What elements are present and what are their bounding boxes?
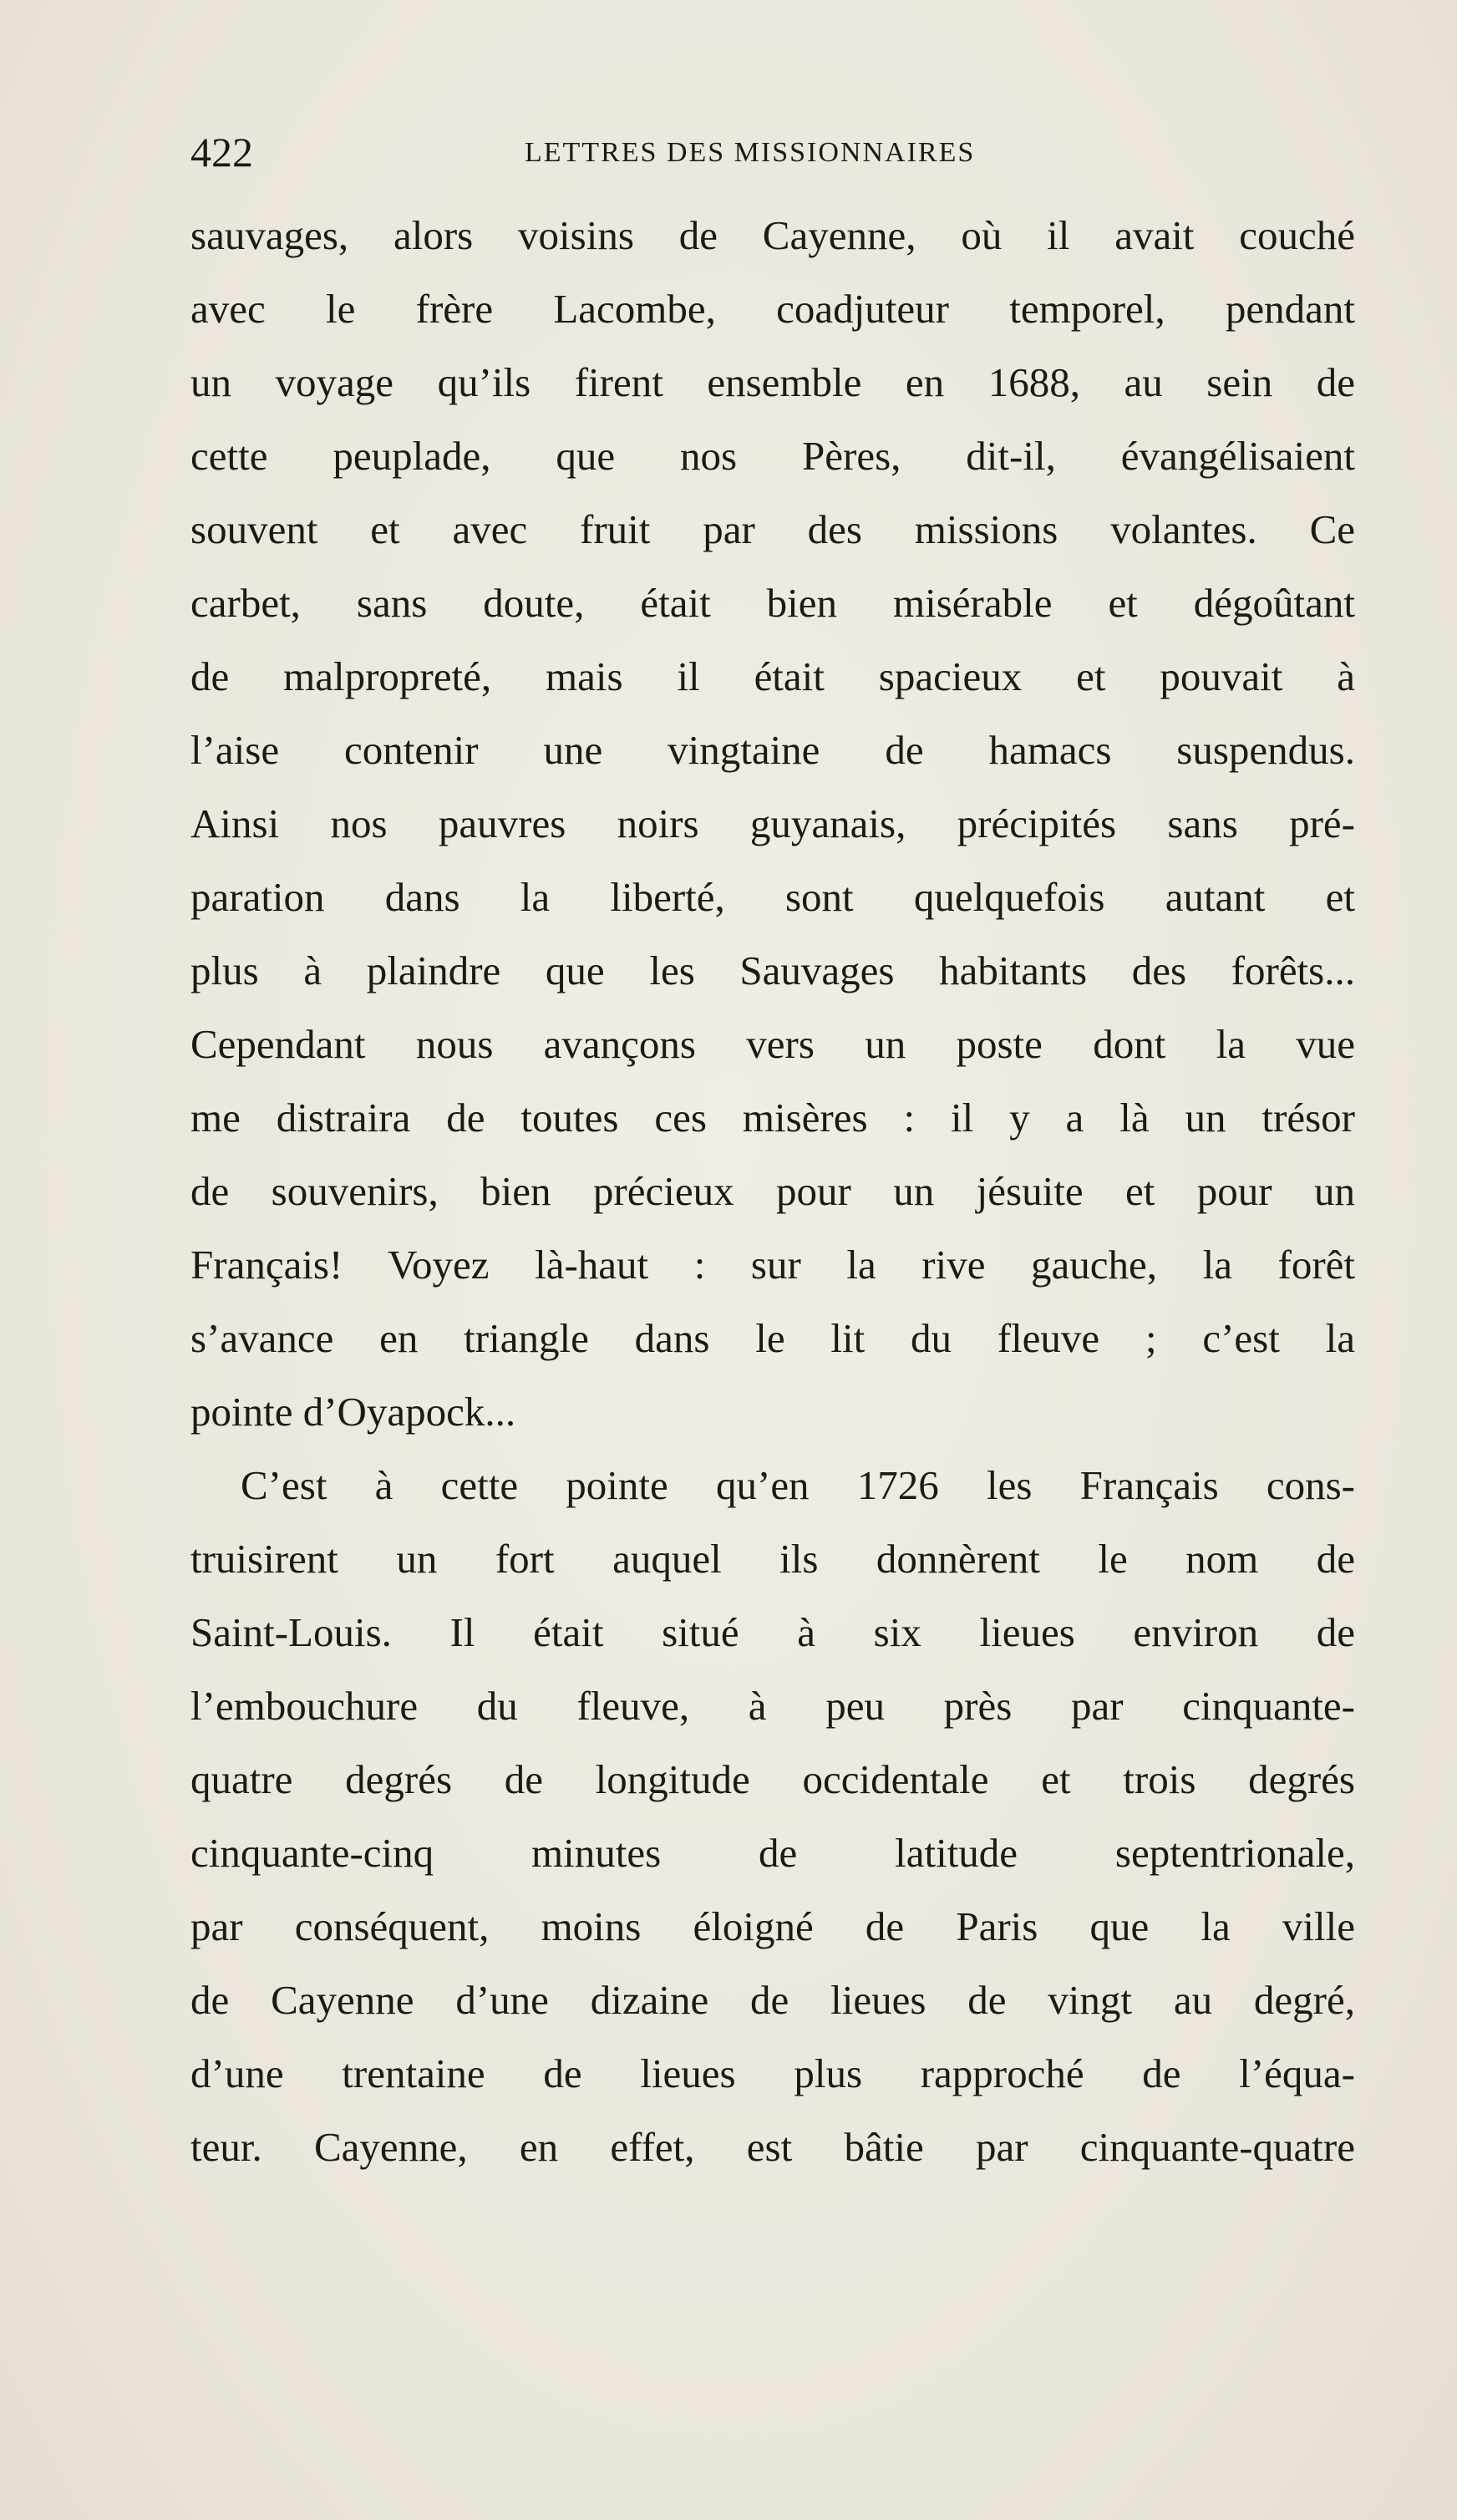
text-line: pointe d’Oyapock... (190, 1389, 516, 1435)
text-line: truisirent un fort auquel ils donnèrent le nom de (190, 1536, 1355, 1582)
text-line: par conséquent, moins éloigné de Paris que la ville (190, 1903, 1355, 1949)
body-text (190, 199, 1355, 2184)
text-line: teur. Cayenne, en effet, est bâtie par cinquante-quatre (190, 2124, 1355, 2170)
text-line: sauvages, alors voisins de Cayenne, où il avait couché (190, 212, 1355, 258)
text-line: cinquante-cinq minutes de latitude septentrionale, (190, 1830, 1355, 1876)
running-head: LETTRES DES MISSIONNAIRES (525, 137, 976, 168)
text-line: souvent et avec fruit par des missions volantes. Ce (190, 506, 1355, 552)
text-line: l’embouchure du fleuve, à peu près par cinquante- (190, 1683, 1355, 1729)
page-number: 422 (190, 129, 253, 175)
text-line: Français! Voyez là-haut : sur la rive gauche, la forêt (190, 1242, 1355, 1288)
text-line: s’avance en triangle dans le lit du fleuve ; c’est la (190, 1315, 1355, 1361)
text-line: l’aise contenir une vingtaine de hamacs suspendus. (190, 727, 1355, 773)
text-line: quatre degrés de longitude occidentale et trois degrés (190, 1756, 1355, 1802)
text-line: Ainsi nos pauvres noirs guyanais, précipités sans pré- (190, 800, 1355, 846)
text-line: de souvenirs, bien précieux pour un jésuite et pour un (190, 1168, 1355, 1214)
text-line: Saint-Louis. Il était situé à six lieues environ de (190, 1609, 1355, 1655)
page-header (190, 127, 1352, 177)
text-line: un voyage qu’ils firent ensemble en 1688, au sein de (190, 359, 1355, 405)
text-line: me distraira de toutes ces misères : il y a là un trésor (190, 1095, 1355, 1141)
text-line: de Cayenne d’une dizaine de lieues de vingt au degré, (190, 1977, 1355, 2023)
text-line: carbet, sans doute, était bien misérable et dégoûtant (190, 580, 1355, 626)
text-line: Cependant nous avançons vers un poste dont la vue (190, 1021, 1355, 1067)
text-line: d’une trentaine de lieues plus rapproché de l’équa- (190, 2050, 1355, 2096)
text-line: paration dans la liberté, sont quelquefois autant et (190, 874, 1355, 920)
text-line: plus à plaindre que les Sauvages habitants des forêts... (190, 948, 1355, 993)
text-line: de malpropreté, mais il était spacieux et pouvait à (190, 653, 1355, 699)
text-line: avec le frère Lacombe, coadjuteur temporel, pendant (190, 286, 1355, 332)
text-line: C’est à cette pointe qu’en 1726 les Français cons- (241, 1462, 1355, 1508)
text-line: cette peuplade, que nos Pères, dit-il, évangélisaient (190, 433, 1355, 479)
